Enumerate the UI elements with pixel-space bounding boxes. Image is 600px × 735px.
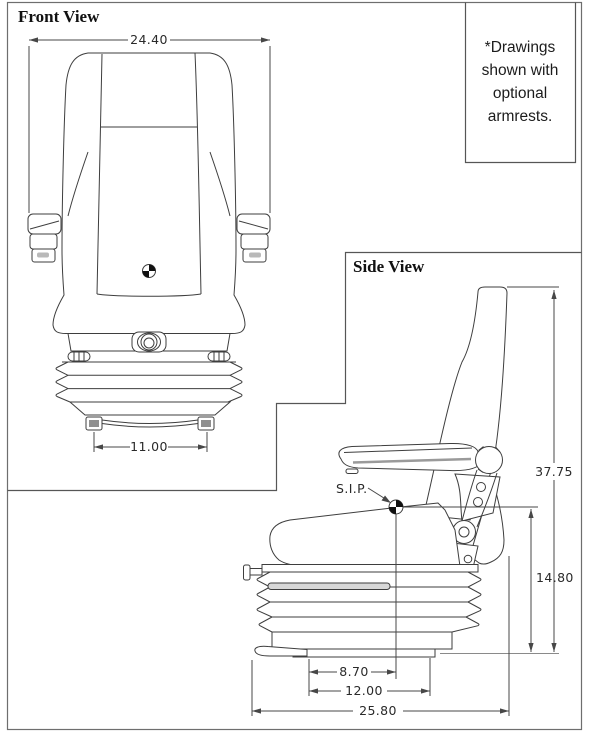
- cushion-outline: [270, 503, 460, 567]
- suspension-top-plate: [262, 565, 478, 573]
- note-box-border: [466, 3, 576, 163]
- front-right-armrest: [237, 214, 270, 262]
- left-foot-bolt: [89, 420, 99, 427]
- sip-leader-arrow: [382, 496, 392, 504]
- bellows-fold-lines: [68, 375, 230, 388]
- lever-slot: [268, 583, 390, 590]
- rail-width-value: 11.00: [130, 439, 168, 454]
- front-width-value: 24.40: [130, 32, 168, 47]
- sip-height-value: 14.80: [536, 570, 574, 585]
- base-box: [272, 632, 452, 649]
- side-cushion: [270, 503, 460, 567]
- note-line-4: armrests.: [487, 108, 553, 125]
- armrest-tab: [346, 469, 358, 474]
- pan-latch-core: [144, 338, 154, 348]
- lower-bolt-3: [464, 555, 472, 563]
- setback-value: 8.70: [339, 664, 369, 679]
- armrest-foot-slot: [249, 253, 261, 258]
- rail-length-dimension: [309, 658, 430, 698]
- height-knob: [244, 565, 251, 580]
- bellows-left-folds: [56, 362, 70, 402]
- bracket-bolt-1: [477, 483, 486, 492]
- height-knob-stem: [250, 569, 262, 576]
- rail-length-value: 12.00: [345, 683, 383, 698]
- front-bellows: [56, 362, 242, 402]
- note-box: [482, 39, 559, 125]
- sip-label: S.I.P.: [336, 481, 368, 496]
- backrest-outline: [53, 53, 245, 334]
- depth-value: 25.80: [359, 703, 397, 718]
- front-backrest: [53, 53, 245, 334]
- note-line-2: shown with: [481, 62, 559, 79]
- armrest-foot-slot: [37, 253, 49, 258]
- right-foot-bolt: [201, 420, 211, 427]
- armrest-pad: [237, 214, 270, 234]
- height-dimension: [507, 287, 573, 652]
- armrest-bracket: [241, 234, 268, 249]
- front-base: [70, 402, 230, 430]
- armrest-pad: [28, 214, 61, 234]
- base-plate: [293, 649, 435, 657]
- front-spring-scrolls: [68, 352, 230, 361]
- base-trapezoid: [70, 402, 230, 415]
- note-line-1: *Drawings: [484, 39, 556, 56]
- front-rail-dimension: [94, 432, 207, 454]
- pivot-inner: [459, 527, 469, 537]
- bracket-bolt-2: [474, 498, 483, 507]
- note-line-3: optional: [492, 85, 548, 102]
- sip-callout: [336, 481, 403, 514]
- sip-target-icon-front: [143, 265, 156, 278]
- front-left-armrest: [28, 214, 61, 262]
- bellows-left-folds: [257, 572, 272, 632]
- front-view: [18, 7, 270, 454]
- front-seat-pan: [68, 332, 230, 352]
- armrest-bracket: [30, 234, 57, 249]
- front-view-title: Front View: [18, 7, 100, 26]
- bellows-right-folds: [228, 362, 242, 402]
- side-suspension: [244, 565, 482, 633]
- height-value: 37.75: [535, 464, 573, 479]
- rail-arcs: [102, 420, 198, 427]
- bellows-fold-lines: [270, 587, 468, 617]
- side-view: [244, 257, 574, 718]
- side-view-title: Side View: [353, 257, 425, 276]
- armrest-outline: [339, 443, 478, 470]
